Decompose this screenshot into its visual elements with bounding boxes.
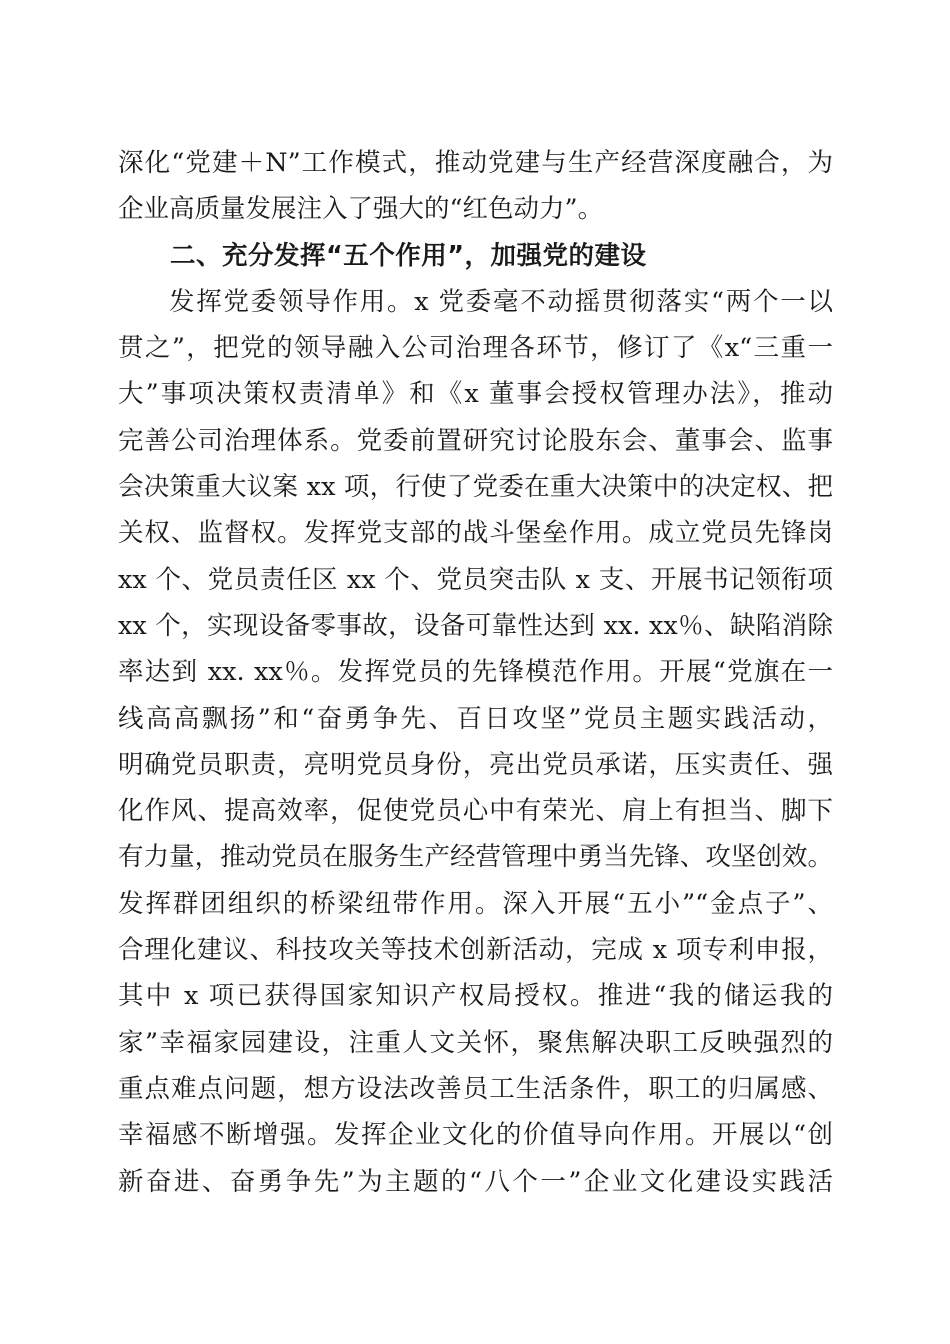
text-line: 新奋进、奋勇争先”为主题的“八个一”企业文化建设实践活	[118, 1166, 833, 1197]
text-line: 化作风、提高效率，促使党员心中有荣光、肩上有担当、脚下	[118, 796, 833, 827]
text-line: 家”幸福家园建设，注重人文关怀，聚焦解决职工反映强烈的	[118, 1027, 833, 1058]
text-line: 发挥群团组织的桥梁纽带作用。深入开展“五小”“金点子”、	[118, 888, 833, 919]
paragraph-five-roles	[118, 279, 833, 1205]
text-line: 重点难点问题，想方设法改善员工生活条件，职工的归属感、	[118, 1073, 833, 1104]
text-line: 完善公司治理体系。党委前置研究讨论股东会、董事会、监事	[118, 425, 833, 456]
text-line: 率达到 xx. xx％。发挥党员的先锋模范作用。开展“党旗在一	[118, 657, 833, 688]
text-line: 深化“党建＋N”工作模式，推动党建与生产经营深度融合，为	[118, 148, 833, 178]
text-line: 明确党员职责，亮明党员身份，亮出党员承诺，压实责任、强	[118, 749, 833, 780]
text-line: 关权、监督权。发挥党支部的战斗堡垒作用。成立党员先锋岗	[118, 518, 833, 549]
text-line: 有力量，推动党员在服务生产经营管理中勇当先锋、攻坚创效。	[118, 842, 833, 873]
text-line: 会决策重大议案 xx 项，行使了党委在重大决策中的决定权、把	[118, 472, 833, 503]
text-line: 线高高飘扬”和“奋勇争先、百日攻坚”党员主题实践活动，	[118, 703, 833, 734]
text-line: 幸福感不断增强。发挥企业文化的价值导向作用。开展以“创	[118, 1120, 833, 1151]
text-line: 合理化建议、科技攻关等技术创新活动，完成 x 项专利申报，	[118, 935, 833, 966]
text-line: 其中 x 项已获得国家知识产权局授权。推进“我的储运我的	[118, 981, 833, 1012]
paragraph-continuation	[118, 140, 833, 233]
text-line: xx 个、党员责任区 xx 个、党员突击队 x 支、开展书记领衔项	[118, 564, 833, 595]
text-line: 大”事项决策权责清单》和《x 董事会授权管理办法》，推动	[118, 379, 833, 410]
text-line: 企业高质量发展注入了强大的“红色动力”。	[118, 194, 604, 225]
text-line: 发挥党委领导作用。x 党委毫不动摇贯彻落实“两个一以	[169, 286, 833, 317]
text-line: xx 个，实现设备零事故，设备可靠性达到 xx. xx％、缺陷消除	[118, 610, 833, 641]
section-heading: 二、充分发挥“五个作用”，加强党的建设	[170, 240, 647, 271]
document-page	[118, 140, 833, 1205]
text-line: 贯之”，把党的领导融入公司治理各环节，修订了《x“三重一	[118, 333, 833, 364]
